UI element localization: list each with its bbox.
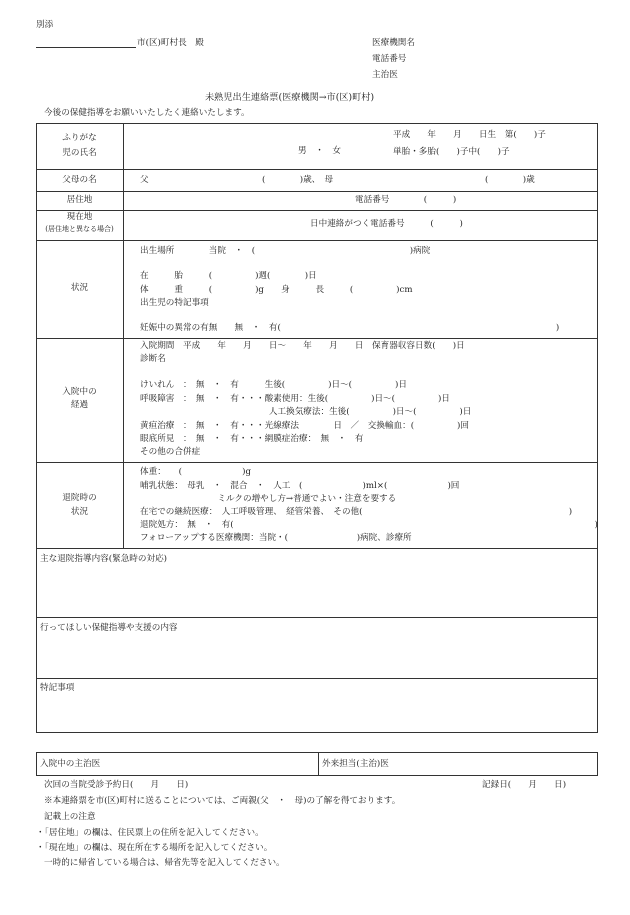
furigana-label: ふりがな [62, 133, 97, 143]
ventilation: 人工換気療法：生後( )日～( )日 [140, 407, 472, 417]
home-care: 在宅での継続医療： 人工呼吸管理、 経管栄養、 その他( ) [140, 507, 573, 517]
convulsion: けいれん ： 無 ・ 有 生後( )日～( )日 [140, 380, 407, 390]
note-current-location: ・「現在地」の欄は、現在所在する場所を記入してください。 [36, 843, 273, 853]
notes-heading: 特記事項 [40, 683, 75, 693]
birth-notes: 出生児の特記事項 [140, 298, 209, 308]
feeding-status: 哺乳状態： 母乳 ・ 混合 ・ 人工 ( )ml×( )回 [140, 481, 460, 491]
pregnancy-abnormality: 妊娠中の異常の有無 無 ・ 有( ) [140, 323, 560, 333]
institution-name-label: 医療機関名 [372, 38, 415, 48]
respiratory: 呼吸障害 ： 無 ・ 有・・・酸素使用：生後( )日～( )日 [140, 394, 450, 404]
daytime-phone: 日中連絡がつく電話番号 ( ) [310, 219, 463, 229]
jaundice: 黄疸治療 ： 無 ・ 有・・・光線療法 日 ／ 交換輸血：( )回 [140, 421, 469, 431]
note-temporary: 一時的に帰省している場合は、帰省先等を記入してください。 [44, 858, 285, 868]
gender-options: 男 ・ 女 [298, 146, 341, 156]
form-title: 未熟児出生連絡票(医療機関→市(区)町村) [205, 92, 375, 103]
note-residence: ・「居住地」の欄は、住民票上の住所を記入してください。 [36, 828, 264, 838]
complications: その他の合併症 [140, 447, 201, 457]
entry-notes-title: 記載上の注意 [44, 812, 96, 822]
addressee-suffix: 市(区)町村長 殿 [137, 38, 204, 48]
attachment-label: 別添 [36, 20, 54, 30]
consent-note: ※本連絡票を市(区)町村に送ることについては、ご両親(父 ・ 母)の了解を得ております。 [44, 796, 401, 806]
current-location-sublabel: (居住地と異なる場合) [45, 225, 114, 233]
phone-label: 電話番号 [372, 54, 407, 64]
residence-label: 居住地 [66, 195, 93, 205]
weight-height: 体 重 ( )g 身 長 ( )cm [140, 285, 413, 295]
multiple-birth: 単胎・多胎( )子中( )子 [393, 147, 510, 157]
hospital-period: 入院期間 平成 年 月 日～ 年 月 日 保育器収容日数( )日 [140, 341, 465, 351]
hospital-label-1: 入院中の [62, 387, 97, 397]
addressee-line [36, 47, 136, 48]
father-age-mother: ( )歳、 母 [262, 175, 334, 185]
mother-age: ( )歳 [485, 175, 535, 185]
intro-text: 今後の保健指導をお願いいたしたく連絡いたします。 [44, 108, 250, 118]
discharge-weight: 体重： ( )g [140, 467, 252, 477]
guidance-heading: 主な退院指導内容(緊急時の対応) [40, 554, 168, 564]
follow-up: フォローアップする医療機関：当院・( )病院、診療所 [140, 533, 412, 543]
record-date: 記録日( 月 日) [482, 780, 567, 790]
gestation: 在 胎 ( )週( )日 [140, 271, 317, 281]
father-label: 父 [140, 175, 149, 185]
status-label: 状況 [70, 283, 89, 293]
next-visit: 次回の当院受診予約日( 月 日) [44, 780, 189, 790]
birth-date: 平成 年 月 日生 第( )子 [393, 130, 546, 140]
outpatient-doctor-label: 外来担当(主治)医 [322, 759, 389, 769]
column-divider [123, 123, 124, 548]
child-name-label: 児の氏名 [62, 148, 97, 158]
support-heading: 行ってほしい保健指導や支援の内容 [40, 623, 178, 633]
hospital-label-2: 経過 [70, 400, 89, 410]
diagnosis: 診断名 [140, 354, 166, 364]
inpatient-doctor-label: 入院中の主治医 [40, 759, 101, 769]
discharge-label-1: 退院時の [62, 493, 97, 503]
fundus: 眼底所見 ： 無 ・ 有・・・網膜症治療： 無 ・ 有 [140, 434, 364, 444]
parents-label: 父母の名 [62, 175, 97, 185]
birth-place: 出生場所 当院 ・ ( )病院 [140, 246, 431, 256]
current-location-label: 現在地 [66, 212, 93, 222]
doctor-label: 主治医 [372, 70, 398, 80]
residence-phone: 電話番号 ( ) [355, 195, 457, 205]
doctor-box [36, 752, 598, 776]
milk-increase: ミルクの増やし方→普通でよい・注意を要する [140, 494, 397, 504]
discharge-label-2: 状況 [70, 507, 89, 517]
discharge-prescription: 退院処方： 無 ・ 有( ) [140, 520, 598, 530]
